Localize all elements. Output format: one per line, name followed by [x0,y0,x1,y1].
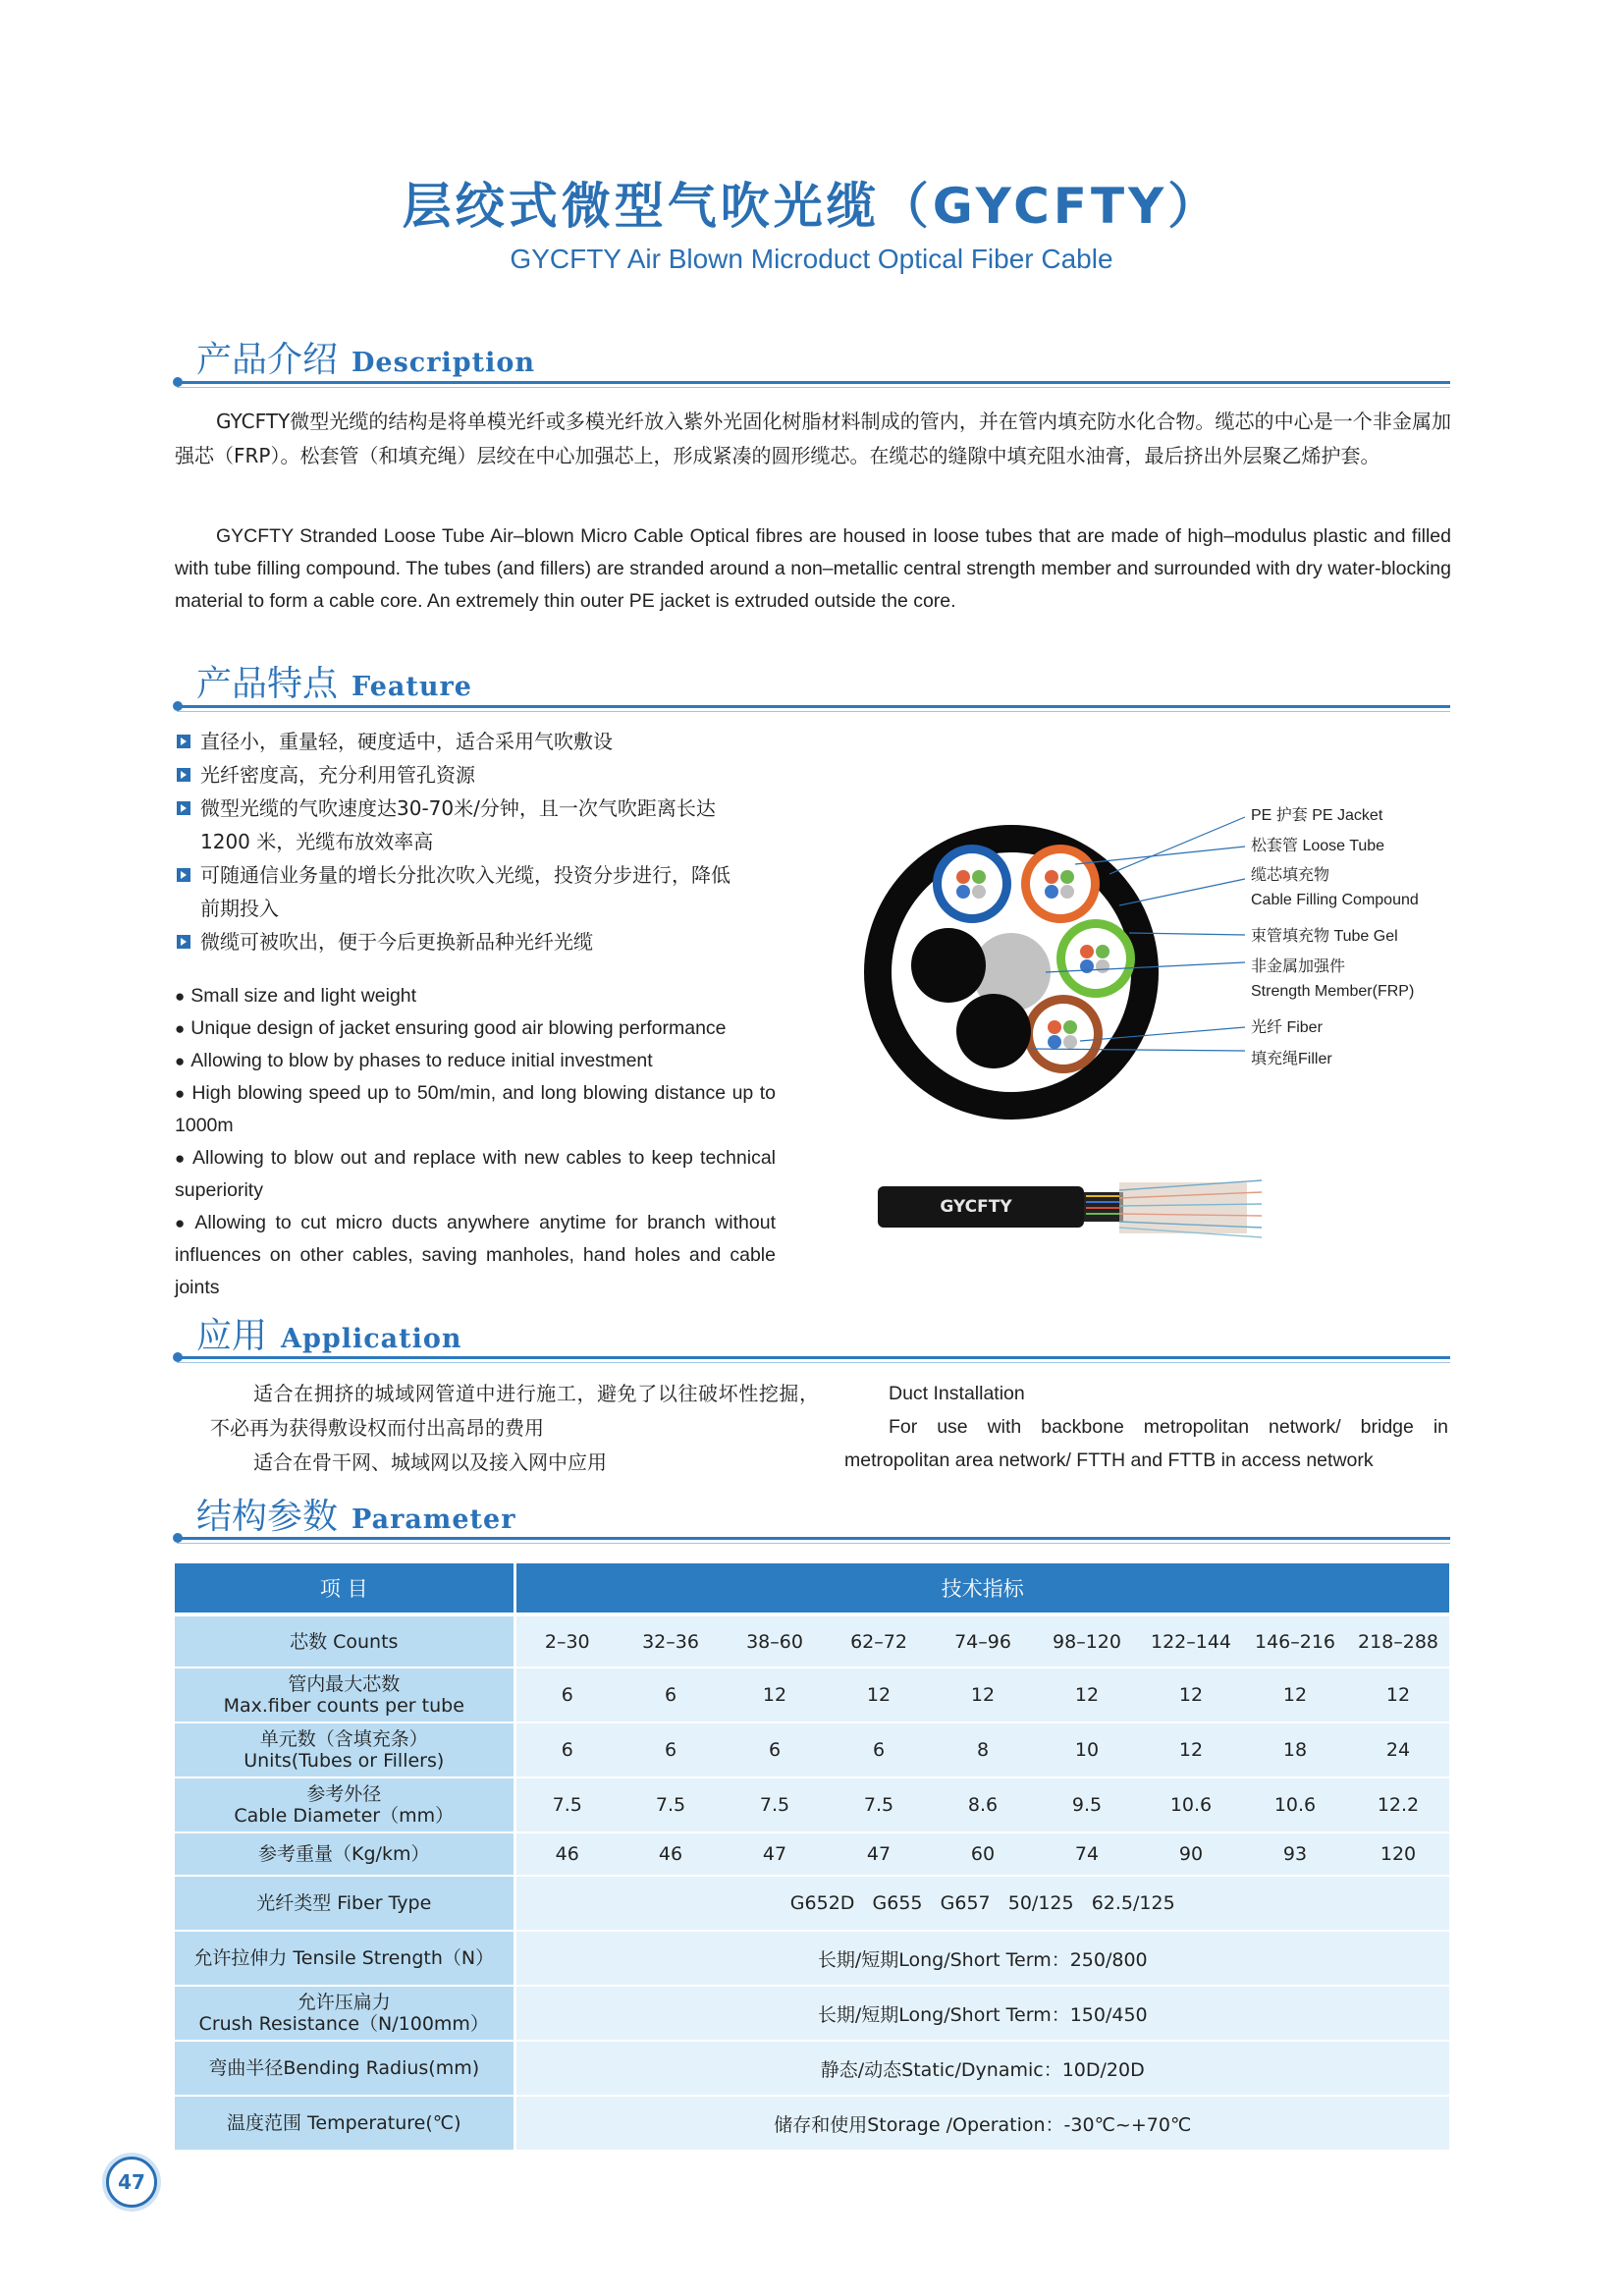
section-heading-application [196,1308,462,1357]
table-cell: 2–30 [514,1616,619,1667]
page-number: 47 [106,2157,157,2208]
table-row [175,1931,1449,1986]
table-cell-merged: G652D G655 G657 50/125 62.5/125 [514,1876,1449,1931]
description-text-cn: GYCFTY微型光缆的结构是将单模光纤或多模光纤放入紫外光固化树脂材料制成的管内，并在管内填充防水化合物。缆芯的中心是一个非金属加强芯（FRP）。松套管（和填充绳）层绞在中心加强芯上，形成紧凑的圆形缆芯。在缆芯的缝隙中填充阻水油膏，最后挤出外层聚乙烯护套。 [175,410,1451,467]
arrow-bullet-icon [177,801,190,815]
arrow-bullet-icon [177,868,190,882]
feature-list-cn [177,725,805,958]
row-label [175,2096,514,2151]
table-cell-merged: 长期/短期Long/Short Term：250/800 [514,1931,1449,1986]
table-cell: 6 [619,1722,723,1777]
table-cell: 6 [827,1722,931,1777]
section-dot [173,1533,183,1543]
table-cell: 146–216 [1243,1616,1347,1667]
table-cell: 12 [931,1667,1035,1722]
application-text-cn-1: 适合在拥挤的城域网管道中进行施工，避免了以往破坏性挖掘，不必再为获得敷设权而付出高昂的费用 [210,1382,819,1440]
table-row [175,2041,1449,2096]
table-cell: 12.2 [1347,1777,1449,1832]
table-cell: 12 [1347,1667,1449,1722]
callout-tube-gel: 束管填充物 Tube Gel [1251,928,1398,945]
table-header-spec: 技术指标 [514,1563,1449,1613]
row-label-line: 单元数（含填充条） [259,1728,428,1750]
table-cell: 7.5 [514,1777,619,1832]
table-cell: 8 [931,1722,1035,1777]
row-label [175,1667,514,1722]
table-cell: 46 [514,1832,619,1876]
table-cell: 47 [723,1832,827,1876]
table-cell: 10 [1035,1722,1139,1777]
row-label [175,1876,514,1931]
cable-print-text: GYCFTY [940,1197,1012,1217]
row-label [175,1722,514,1777]
table-cell: 12 [1243,1667,1347,1722]
filler-2 [956,994,1031,1068]
loose-tube-brown [1024,995,1103,1073]
callout-filling-compound-en: Cable Filling Compound [1251,892,1419,908]
callout-strength-member-en: Strength Member(FRP) [1251,983,1415,1000]
table-cell: 90 [1139,1832,1243,1876]
table-cell: 12 [723,1667,827,1722]
table-cell: 9.5 [1035,1777,1139,1832]
row-label-line: 参考外径 [306,1783,382,1805]
list-item: ● Allowing to cut micro ducts anywhere anytime for branch without influences on other cables, saving manholes, hand holes and cable joints [175,1212,776,1298]
loose-tube-green [1056,919,1135,998]
list-item: 光纤密度高，充分利用管孔资源 [177,758,805,792]
filler-1 [911,928,986,1003]
table-cell: 38–60 [723,1616,827,1667]
row-label-line: Crush Resistance（N/100mm） [198,2013,489,2035]
list-item: ● Allowing to blow out and replace with new cables to keep technical superiority [175,1147,776,1201]
section-heading-en: Feature [352,672,472,702]
callout-filler: 填充绳Filler [1251,1051,1332,1067]
table-cell: 6 [514,1722,619,1777]
section-heading-cn: 应用 [196,1316,268,1356]
list-item: ● Unique design of jacket ensuring good air blowing performance [175,1017,727,1039]
loose-tube-orange [1021,845,1100,923]
section-heading-en: Parameter [352,1504,516,1535]
application-text-cn-2: 适合在骨干网、城域网以及接入网中应用 [253,1450,607,1474]
callout-filling-compound-cn: 缆芯填充物 [1251,867,1330,884]
callout-loose-tube: 松套管 Loose Tube [1251,838,1385,854]
section-heading-cn: 结构参数 [196,1497,339,1537]
row-label [175,1616,514,1667]
row-label-line: 光纤类型 Fiber Type [256,1892,432,1914]
description-text-en: GYCFTY Stranded Loose Tube Air–blown Micro Cable Optical fibres are housed in loose tubes that are made of high–modulus plastic and filled with tube filling compound. The tubes (and fillers) are stranded around a non–metallic central strength member and surrounded with dry water-blocking material to form a cable core. An extremely thin outer PE jacket is extruded outside the core. [175,525,1451,612]
section-heading-cn: 产品特点 [196,664,339,704]
table-cell: 62–72 [827,1616,931,1667]
table-cell: 47 [827,1832,931,1876]
callout-fiber: 光纤 Fiber [1251,1019,1323,1036]
table-cell: 93 [1243,1832,1347,1876]
callout-strength-member-cn: 非金属加强件 [1251,958,1346,975]
section-heading-en: Description [352,348,535,378]
row-label [175,1777,514,1832]
arrow-bullet-icon [177,768,190,782]
section-heading-parameter [196,1489,515,1538]
row-label-line: 参考重量（Kg/km） [258,1843,430,1865]
table-cell: 74–96 [931,1616,1035,1667]
row-label-line: 管内最大芯数 [288,1673,401,1695]
feature-list-en [175,980,776,1304]
table-header-item: 项 目 [175,1563,514,1613]
table-cell: 218–288 [1347,1616,1449,1667]
arrow-bullet-icon [177,935,190,949]
list-item: 微型光缆的气吹速度达30-70米/分钟，且一次气吹距离长达 [177,792,805,825]
section-divider-thin [177,1362,1450,1363]
table-cell: 74 [1035,1832,1139,1876]
row-label [175,1931,514,1986]
arrow-bullet-icon [177,735,190,748]
section-divider-thin [177,711,1450,712]
loose-tube-blue [933,845,1011,923]
list-item: 微缆可被吹出，便于今后更换新品种光纤光缆 [177,925,805,958]
callout-pe-jacket: PE 护套 PE Jacket [1251,807,1383,824]
row-label-line: 弯曲半径Bending Radius(mm) [208,2057,480,2079]
row-label-line: Cable Diameter（mm） [234,1805,455,1827]
table-cell: 12 [827,1667,931,1722]
application-text-en-2: For use with backbone metropolitan network/ bridge in metropolitan area network/ FTTH and FTTB in access network [844,1416,1448,1471]
page-subtitle: GYCFTY Air Blown Microduct Optical Fiber Cable [510,244,1113,274]
row-label [175,1986,514,2041]
table-cell: 12 [1035,1667,1139,1722]
table-cell-merged: 储存和使用Storage /Operation：-30℃~+70℃ [514,2096,1449,2151]
row-label-line: 温度范围 Temperature(℃) [226,2112,461,2134]
row-label [175,1832,514,1876]
section-dot [173,1352,183,1362]
section-divider-thin [177,387,1450,388]
table-cell: 12 [1139,1667,1243,1722]
list-item-continued: 前期投入 [200,897,279,920]
table-cell: 32–36 [619,1616,723,1667]
table-row [175,1667,1449,1722]
row-label-line: 允许压扁力 [297,1992,391,2013]
table-row [175,1986,1449,2041]
list-item: 直径小，重量轻，硬度适中，适合采用气吹敷设 [177,725,805,758]
list-item-continued: 1200 米，光缆布放效率高 [200,830,434,853]
section-heading-feature [196,656,472,705]
list-item: ● Small size and light weight [175,985,417,1007]
table-cell: 8.6 [931,1777,1035,1832]
table-row [175,1722,1449,1777]
row-label [175,2041,514,2096]
row-label-line: Units(Tubes or Fillers) [243,1750,445,1772]
section-heading-cn: 产品介绍 [196,340,339,380]
table-cell: 6 [514,1667,619,1722]
list-item: ● High blowing speed up to 50m/min, and long blowing distance up to 1000m [175,1082,776,1136]
section-heading-en: Application [281,1324,462,1354]
table-row [175,1876,1449,1931]
table-row [175,1832,1449,1876]
section-divider [177,1356,1450,1359]
table-cell: 12 [1139,1722,1243,1777]
row-label-line: 允许拉伸力 Tensile Strength（N） [193,1947,495,1969]
table-cell: 98–120 [1035,1616,1139,1667]
section-divider-thin [177,1543,1450,1544]
page-title: 层绞式微型气吹光缆（GYCFTY） [402,178,1221,235]
table-cell: 122–144 [1139,1616,1243,1667]
table-cell: 120 [1347,1832,1449,1876]
list-item: ● Allowing to blow by phases to reduce initial investment [175,1050,653,1071]
table-cell: 24 [1347,1722,1449,1777]
table-cell: 18 [1243,1722,1347,1777]
section-divider [177,381,1450,384]
row-label-line: Max.fiber counts per tube [223,1695,464,1717]
table-row [175,1616,1449,1667]
application-text-en-1: Duct Installation [889,1383,1025,1404]
section-heading-description [196,332,535,381]
table-cell: 46 [619,1832,723,1876]
table-cell: 7.5 [723,1777,827,1832]
parameter-table [175,1563,1449,2152]
table-cell: 7.5 [827,1777,931,1832]
table-row [175,1777,1449,1832]
table-cell: 7.5 [619,1777,723,1832]
section-divider [177,1537,1450,1540]
section-dot [173,701,183,711]
table-header-row [175,1563,1449,1613]
table-cell: 60 [931,1832,1035,1876]
section-dot [173,377,183,387]
table-row [175,2096,1449,2151]
section-divider [177,705,1450,708]
cable-side-view [874,1169,1286,1247]
table-cell-merged: 长期/短期Long/Short Term：150/450 [514,1986,1449,2041]
table-cell: 10.6 [1139,1777,1243,1832]
table-cell-merged: 静态/动态Static/Dynamic：10D/20D [514,2041,1449,2096]
table-cell: 6 [619,1667,723,1722]
table-cell: 6 [723,1722,827,1777]
table-cell: 10.6 [1243,1777,1347,1832]
list-item: 可随通信业务量的增长分批次吹入光缆，投资分步进行，降低 [177,858,805,892]
row-label-line: 芯数 Counts [290,1630,399,1653]
